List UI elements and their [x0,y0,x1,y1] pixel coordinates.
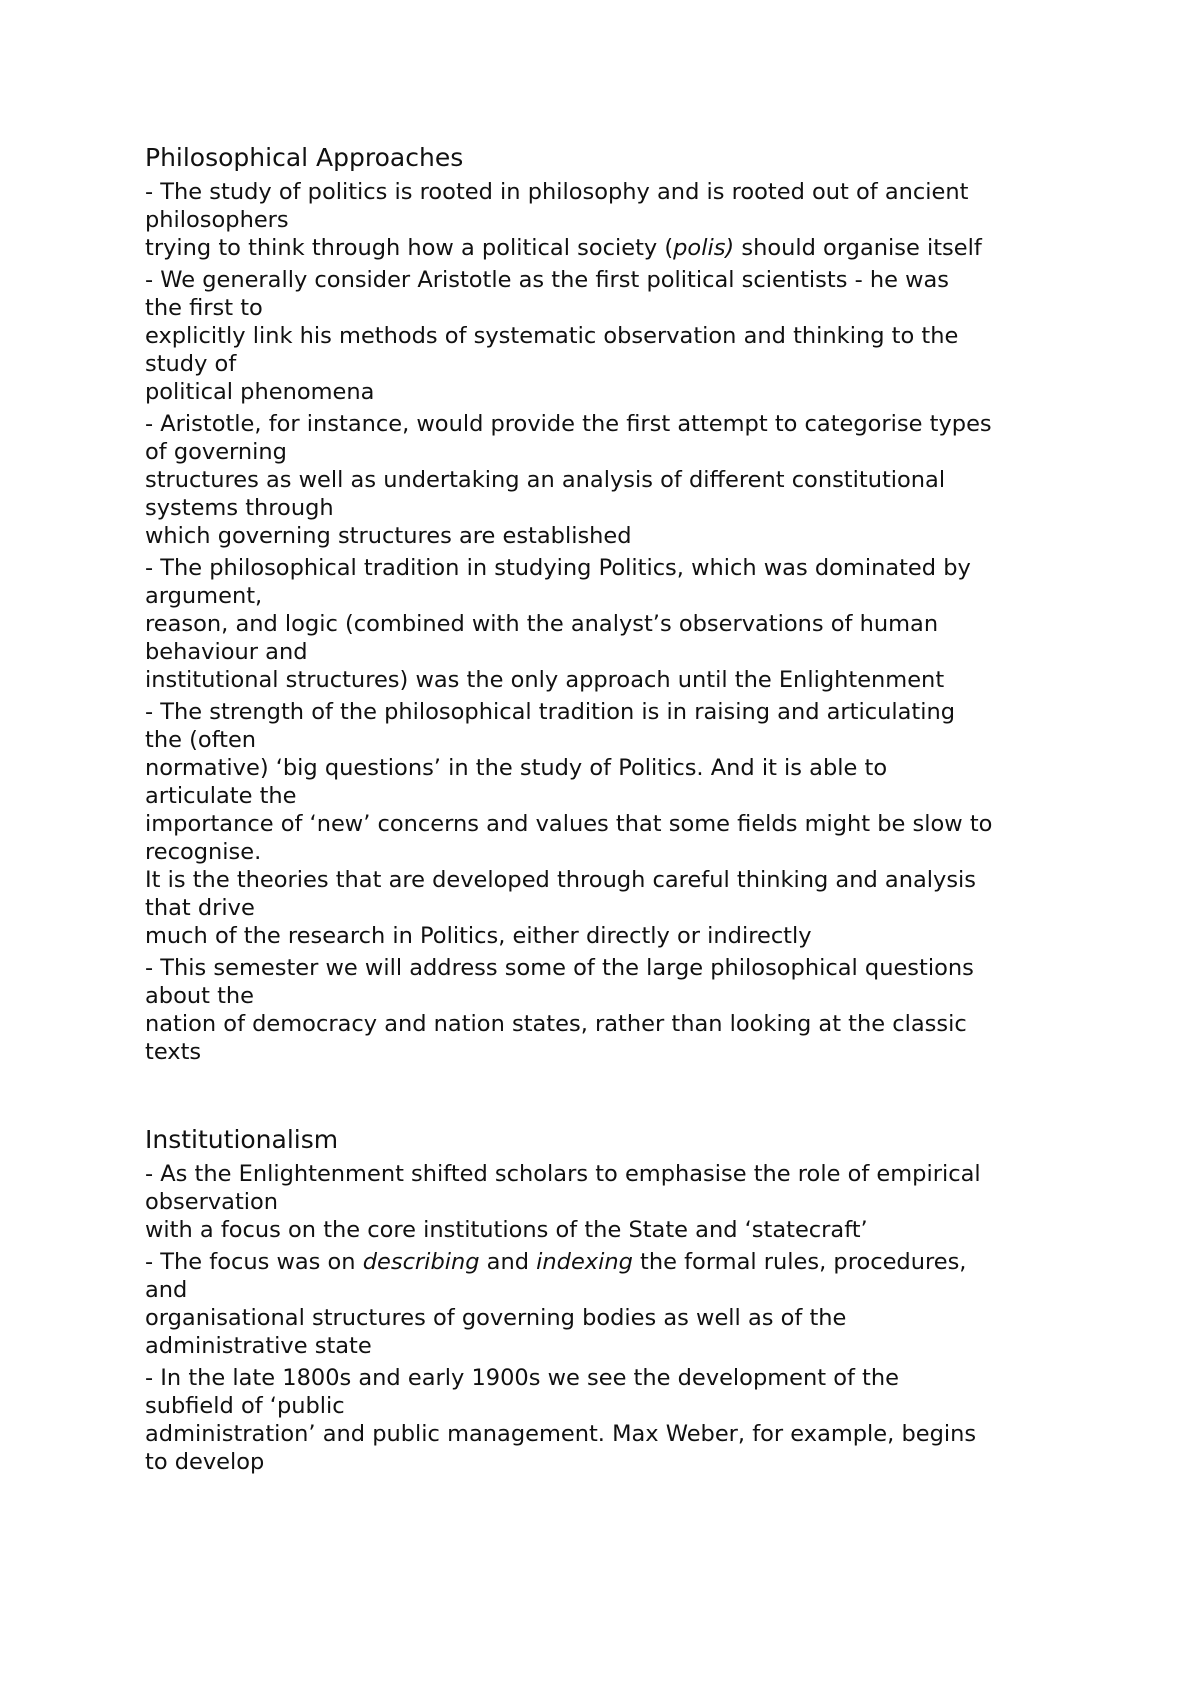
section-heading: Philosophical Approaches [145,143,464,172]
document-page [145,140,1075,1476]
text-line: - The philosophical tradition in studying Politics, which was dominated by [145,555,971,581]
paragraph [145,698,1075,950]
paragraph [145,1248,1075,1360]
text-line: nation of democracy and nation states, rather than looking at the classic [145,1011,967,1037]
section-institutionalism [145,1122,1075,1476]
text-line: - The strength of the philosophical tradition is in raising and articulating [145,699,956,725]
text-line: behaviour and [145,639,308,665]
text-segment: the formal rules, procedures, [632,1249,967,1275]
text-line: administration’ and public management. Max Weber, for example, begins [145,1421,977,1447]
text-line: administrative state [145,1333,372,1359]
paragraph [145,1160,1075,1244]
text-line: organisational structures of governing bodies as well as of the [145,1305,847,1331]
text-line: - The study of politics is rooted in philosophy and is rooted out of ancient [145,179,969,205]
text-segment: trying to think through how a political society ( [145,235,674,261]
text-line: recognise. [145,839,262,865]
text-line: importance of ‘new’ concerns and values that some fields might be slow to [145,811,993,837]
italic-term: polis) [673,235,735,261]
paragraph [145,1364,1075,1476]
text-line [145,234,1075,262]
text-line: much of the research in Politics, either directly or indirectly [145,923,812,949]
paragraph [145,410,1075,550]
text-line [145,1248,1075,1276]
italic-term: describing [362,1249,480,1275]
text-line: articulate the [145,783,297,809]
italic-term: indexing [536,1249,633,1275]
text-segment: and [479,1249,537,1275]
text-line: texts [145,1039,202,1065]
text-line: study of [145,351,237,377]
text-line: which governing structures are established [145,523,632,549]
text-line: reason, and logic (combined with the analyst’s observations of human [145,611,939,637]
text-line: It is the theories that are developed through careful thinking and analysis [145,867,977,893]
text-line: subfield of ‘public [145,1393,345,1419]
text-line: political phenomena [145,379,375,405]
text-line: with a focus on the core institutions of the State and ‘statecraft’ [145,1217,868,1243]
paragraph [145,266,1075,406]
text-line: systems through [145,495,334,521]
text-line: - We generally consider Aristotle as the first political scientists - he was [145,267,950,293]
text-line: explicitly link his methods of systematic observation and thinking to the [145,323,959,349]
text-line: observation [145,1189,279,1215]
section-heading: Institutionalism [145,1125,339,1154]
text-line: of governing [145,439,287,465]
paragraph [145,178,1075,234]
text-line: to develop [145,1449,265,1475]
text-line: philosophers [145,207,289,233]
paragraph [145,954,1075,1066]
text-segment: should organise itself [734,235,982,261]
text-line: the first to [145,295,263,321]
text-line: about the [145,983,254,1009]
text-line: - Aristotle, for instance, would provide the first attempt to categorise types [145,411,992,437]
text-line: that drive [145,895,255,921]
text-line: the (often [145,727,257,753]
text-line: and [145,1277,188,1303]
text-line: normative) ‘big questions’ in the study of Politics. And it is able to [145,755,888,781]
text-segment: - The focus was on [145,1249,363,1275]
text-line: - This semester we will address some of the large philosophical questions [145,955,974,981]
text-line: structures as well as undertaking an analysis of different constitutional [145,467,946,493]
section-philosophical-approaches [145,140,1075,1066]
text-line: - As the Enlightenment shifted scholars to emphasise the role of empirical [145,1161,981,1187]
paragraph [145,234,1075,262]
text-line: institutional structures) was the only approach until the Enlightenment [145,667,945,693]
text-line: argument, [145,583,263,609]
paragraph [145,554,1075,694]
text-line: - In the late 1800s and early 1900s we see the development of the [145,1365,899,1391]
